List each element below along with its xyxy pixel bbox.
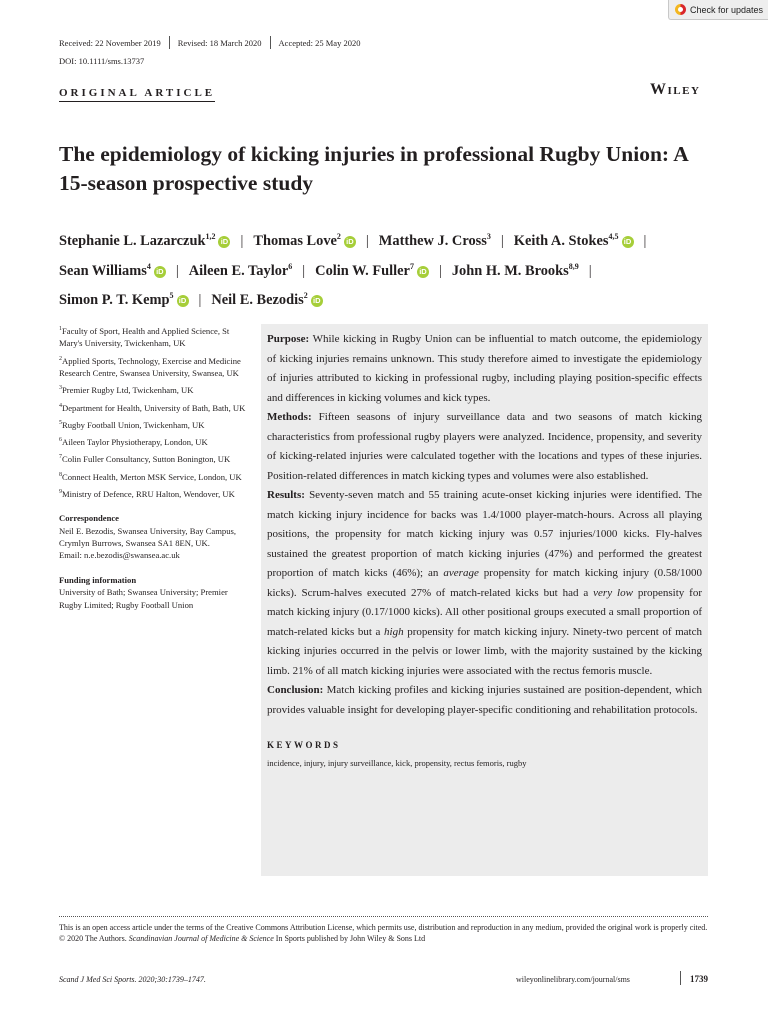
correspondence-heading: Correspondence (59, 513, 119, 524)
received-date: Received: 22 November 2019 (59, 37, 161, 48)
author[interactable]: John H. M. Brooks$^{8,9}$ (451, 261, 579, 279)
affiliation: $^5$Rugby Football Union, Twickenham, UK (59, 419, 205, 430)
divider (270, 36, 271, 49)
author[interactable]: Aileen E. Taylor$^6$ (188, 261, 293, 279)
orcid-icon[interactable]: iD (177, 295, 189, 307)
affiliation: $^3$Premier Rugby Ltd, Twickenham, UK (59, 385, 194, 396)
check-for-updates-label: Check for updates (690, 4, 764, 15)
affiliation: $^6$Aileen Taylor Physiotherapy, London, UK (59, 437, 208, 447)
orcid-icon[interactable]: iD (311, 295, 323, 307)
license-text (59, 922, 708, 945)
orcid-icon[interactable]: iD (218, 236, 230, 248)
separator: | (198, 292, 202, 309)
separator: | (438, 262, 442, 279)
affiliation: $^7$Colin Fuller Consultancy, Sutton Bonington, UK (59, 454, 231, 465)
abstract-methods: Methods: Fifteen seasons of injury surveillance data and two seasons of match kicking characteristics from professional rugby players were analyzed. Incidence, propensity, and severity of kicking-related injuries were calculated together with the locations and types of these injuries. Position-related differences in match kicking types and volumes were also established. (267, 411, 702, 482)
keywords-list: incidence, injury, injury surveillance, kick, propensity, rectus femoris, rugby (267, 758, 527, 768)
orcid-icon[interactable]: iD (344, 236, 356, 248)
article-type-label: ORIGINAL ARTICLE (59, 87, 215, 102)
footnote-divider (59, 916, 708, 917)
author[interactable]: Stephanie L. Lazarczuk$^{1,2}$iD (59, 233, 230, 249)
check-for-updates-button[interactable] (668, 0, 768, 20)
funding-heading: Funding information (59, 574, 137, 585)
funding-text: University of Bath; Swansea University; Premier Rugby Limited; Rugby Football Union (59, 587, 228, 610)
publisher-logo: Wiley (650, 81, 701, 98)
crossmark-icon (675, 4, 686, 15)
divider (169, 36, 170, 49)
abstract-conclusion: Conclusion: Match kicking profiles and kicking injuries sustained are position-dependent, which provides valuable insight for developing player-specific conditioning and rehabilitation protocols. (267, 684, 702, 716)
abstract-box (261, 324, 708, 876)
open-access-statement: This is an open access article under the terms of the Creative Commons Attribution License, which permits use, distribution and reproduction in any medium, provided the original work is properly cited. (59, 923, 708, 932)
separator: | (643, 232, 647, 249)
affiliation: $^8$Connect Health, Merton MSK Service, London, UK (59, 471, 242, 482)
journal-citation: Scand J Med Sci Sports. 2020;30:1739–1747. (59, 975, 206, 984)
revised-date: Revised: 18 March 2020 (177, 37, 262, 48)
copyright-line: © 2020 The Authors. Scandinavian Journal of Medicine & Science In Sports published by John Wiley & Sons Ltd (59, 934, 426, 944)
author-list (59, 224, 719, 313)
orcid-icon[interactable]: iD (417, 266, 429, 278)
affiliations-column (59, 323, 249, 611)
author[interactable]: Colin W. Fuller$^7$iD (315, 263, 429, 279)
affiliation: $^4$Department for Health, University of Bath, Bath, UK (59, 402, 246, 413)
article-dates (59, 36, 360, 49)
author[interactable]: Keith A. Stokes$^{4,5}$iD (514, 233, 634, 249)
abstract-results: Results: Seventy-seven match and 55 training acute-onset kicking injuries were identified. The match kicking injury incidence for backs was 1.4/1000 player-match-hours. Across all playing positions, the propensity for match kicking injury was 0.57 injuries/1000 kicks. Fly-halves sustained the greatest proportion of match kicking injuries (47%) and performed the greatest proportion of match kicks (46%); an average propensity for match kicking injury (0.58/1000 kicks). Scrum-halves executed 27% of match-related kicks but had a very low propensity for match kicking injury (0.17/1000 kicks). All other positional groups executed a small proportion of match-related kicks but a high propensity for match kicking injury. Ninety-two percent of match kicking injuries occurred in the pelvis or lower limb, with the majority sustained by the kicking limb. 21% of all match kicking injuries were associated with the rectus femoris muscle. (267, 489, 703, 677)
author[interactable]: Matthew J. Cross$^3$ (378, 232, 491, 249)
affiliation: $^1$Faculty of Sport, Health and Applied Science, St Mary's University, Twickenham, UK (59, 325, 230, 349)
separator: | (302, 262, 306, 279)
affiliation: $^9$Ministry of Defence, RRU Halton, Wendover, UK (59, 488, 235, 499)
separator: | (500, 232, 504, 249)
doi[interactable]: DOI: 10.1111/sms.13737 (59, 56, 145, 66)
orcid-icon[interactable]: iD (154, 266, 166, 278)
accepted-date: Accepted: 25 May 2020 (278, 37, 361, 48)
orcid-icon[interactable]: iD (622, 236, 634, 248)
journal-url[interactable]: wileyonlinelibrary.com/journal/sms (516, 975, 630, 984)
separator: | (365, 232, 369, 249)
correspondence-email[interactable]: Email: n.e.bezodis@swansea.ac.uk (59, 550, 180, 561)
author[interactable]: Thomas Love$^2$iD (253, 233, 356, 249)
author[interactable]: Sean Williams$^4$iD (59, 263, 166, 279)
page-number: 1739 (690, 974, 708, 984)
author[interactable]: Simon P. T. Kemp$^5$iD (59, 292, 189, 308)
separator: | (175, 262, 179, 279)
correspondence-address: Neil E. Bezodis, Swansea University, Bay Campus, Crymlyn Burrows, Swansea SA1 8EN, UK. (59, 525, 237, 549)
abstract-purpose: Purpose: While kicking in Rugby Union can be influential to match outcome, the epidemiology of kicking injuries remains unknown. This study therefore aimed to investigate the epidemiology of injuries attributed to kicking in professional rugby, including playing position-specific effects and differences in kicking volumes and kick types. (267, 333, 702, 404)
author[interactable]: Neil E. Bezodis$^2$iD (211, 292, 322, 308)
separator: | (240, 232, 244, 249)
article-title: The epidemiology of kicking injuries in professional Rugby Union: A 15-season prospective study (59, 142, 688, 195)
affiliation: $^2$Applied Sports, Technology, Exercise and Medicine Research Centre, Swansea University, Swansea, UK (59, 355, 241, 378)
keywords-heading: KEYWORDS (267, 740, 341, 750)
separator: | (588, 262, 592, 279)
divider (680, 971, 681, 985)
